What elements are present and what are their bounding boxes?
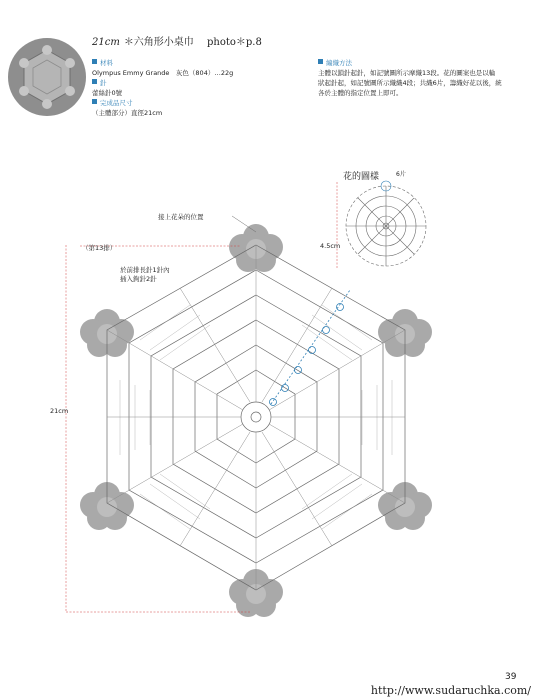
page-number: 39 bbox=[505, 672, 517, 682]
title-text: ＊六角形小桌巾 bbox=[123, 37, 194, 48]
overall-size-label: 21cm bbox=[50, 407, 69, 415]
flower-size-label: 4.5cm bbox=[320, 242, 341, 250]
method-line-1: 主體以鎖針起針，如記號圖所示摩織13段。花的圖案也是以輪 bbox=[318, 69, 496, 77]
title-size: 21cm bbox=[92, 37, 120, 48]
photo-reference: photo＊p.8 bbox=[207, 37, 262, 48]
method-line-3: 各於主體的指定位置上即可。 bbox=[318, 89, 403, 97]
yarn-line: Olympus Emmy Grande 灰色（804）…22g bbox=[92, 69, 234, 77]
hook-line: 蕾絲針0號 bbox=[92, 89, 123, 97]
size-heading: 完成品尺寸 bbox=[92, 98, 233, 108]
materials-heading: 材料 bbox=[92, 58, 233, 68]
flower-count: 6片 bbox=[396, 171, 406, 178]
tool-heading: 針 bbox=[92, 78, 233, 88]
stitch-spokes bbox=[107, 245, 405, 590]
flower-position-label: 接上花朵的位置 bbox=[158, 213, 204, 221]
stitch-note-2: 插入鉤針2針 bbox=[120, 275, 157, 283]
method-heading: 編織方法 bbox=[318, 58, 518, 68]
stitch-note-1: 於前排長針1針內 bbox=[120, 266, 170, 274]
watermark: http://www.sudaruchka.com/ bbox=[370, 684, 531, 697]
round-markers bbox=[270, 290, 351, 406]
size-line: （主體部分）直徑21cm bbox=[92, 109, 163, 117]
flower-pattern-title: 花的圖樣 bbox=[343, 172, 380, 182]
flower-pattern-diagram bbox=[346, 181, 426, 266]
round-13-label: （第13排） bbox=[82, 244, 117, 252]
method-line-2: 狀起針起，如記號圖所示織織4段；共織6片，籌織好花以後，統 bbox=[318, 79, 502, 87]
